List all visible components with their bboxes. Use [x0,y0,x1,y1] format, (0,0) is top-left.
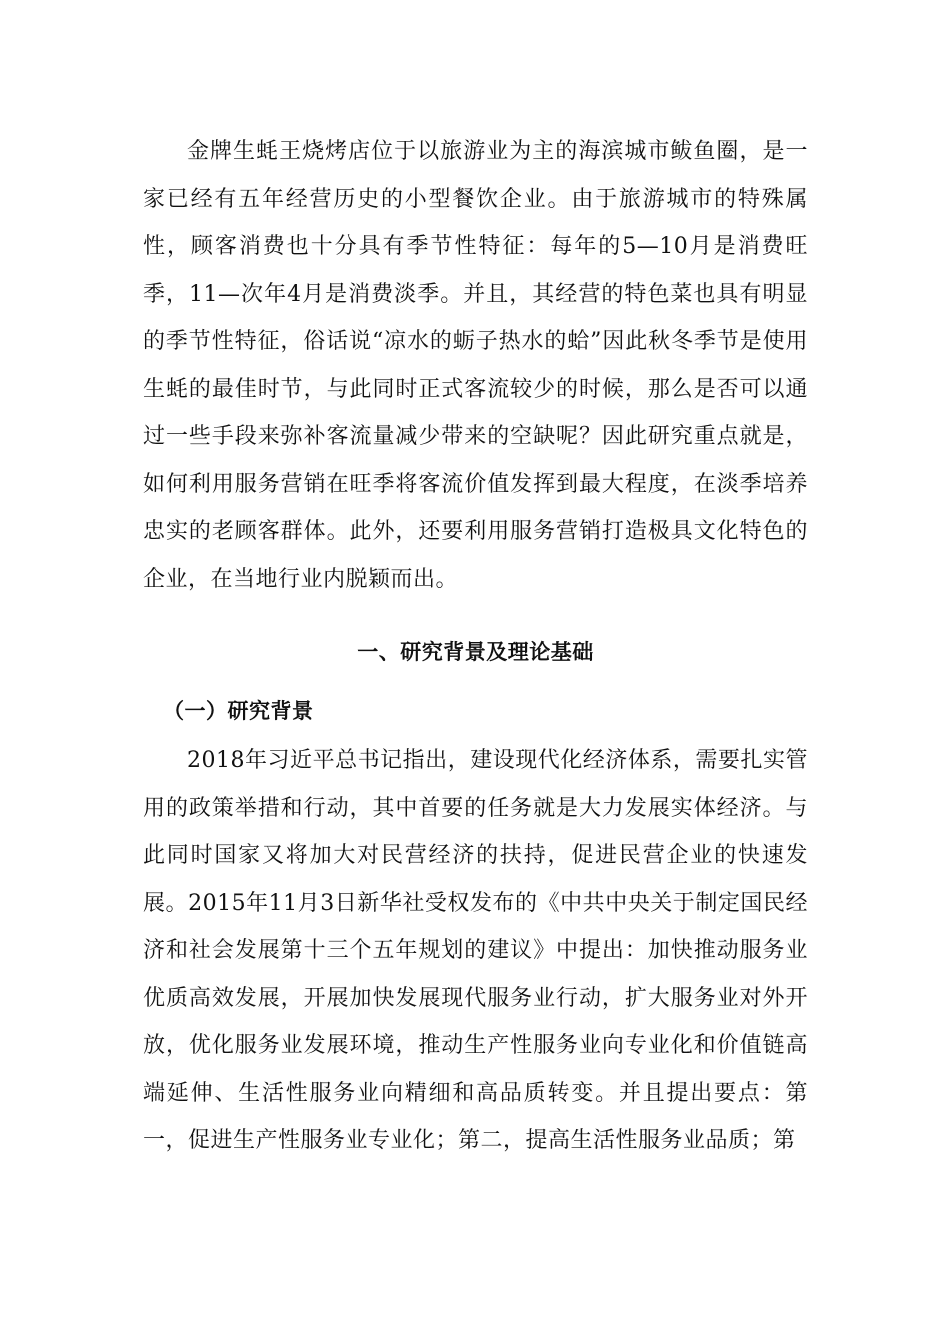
section-heading: 一、研究背景及理论基础 [357,640,594,664]
intro-paragraph: 金牌生蚝王烧烤店位于以旅游业为主的海滨城市鲅鱼圈，是一家已经有五年经营历史的小型餐饮企业。由于旅游城市的特殊属性，顾客消费也十分具有季节性特征：每年的5—10月是消费旺季，11—次年4月是消费淡季。并且，其经营的特色菜也具有明显的季节性特征，俗话说“凉水的蛎子热水的蛤”因此秋冬季节是使用生蚝的最佳时节，与此同时正式客流较少的时候，那么是否可以通过一些手段来弥补客流量减少带来的空缺呢？因此研究重点就是，如何利用服务营销在旺季将客流价值发挥到最大程度，在淡季培养忠实的老顾客群体。此外，还要利用服务营销打造极具文化特色的企业，在当地行业内脱颖而出。 [143,139,808,592]
subsection-heading: （一）研究背景 [163,699,314,723]
document-body [143,128,808,1165]
background-paragraph: 2018年习近平总书记指出，建设现代化经济体系，需要扎实管用的政策举措和行动，其中首要的任务就是大力发展实体经济。与此同时国家又将加大对民营经济的扶持，促进民营企业的快速发展。2015年11月3日新华社受权发布的《中共中央关于制定国民经济和社会发展第十三个五年规划的建议》中提出：加快推动服务业优质高效发展，开展加快发展现代服务业行动，扩大服务业对外开放，优化服务业发展环境，推动生产性服务业向专业化和价值链高端延伸、生活性服务业向精细和高品质转变。并且提出要点：第一，促进生产性服务业专业化；第二，提高生活性服务业品质；第 [143,748,808,1153]
